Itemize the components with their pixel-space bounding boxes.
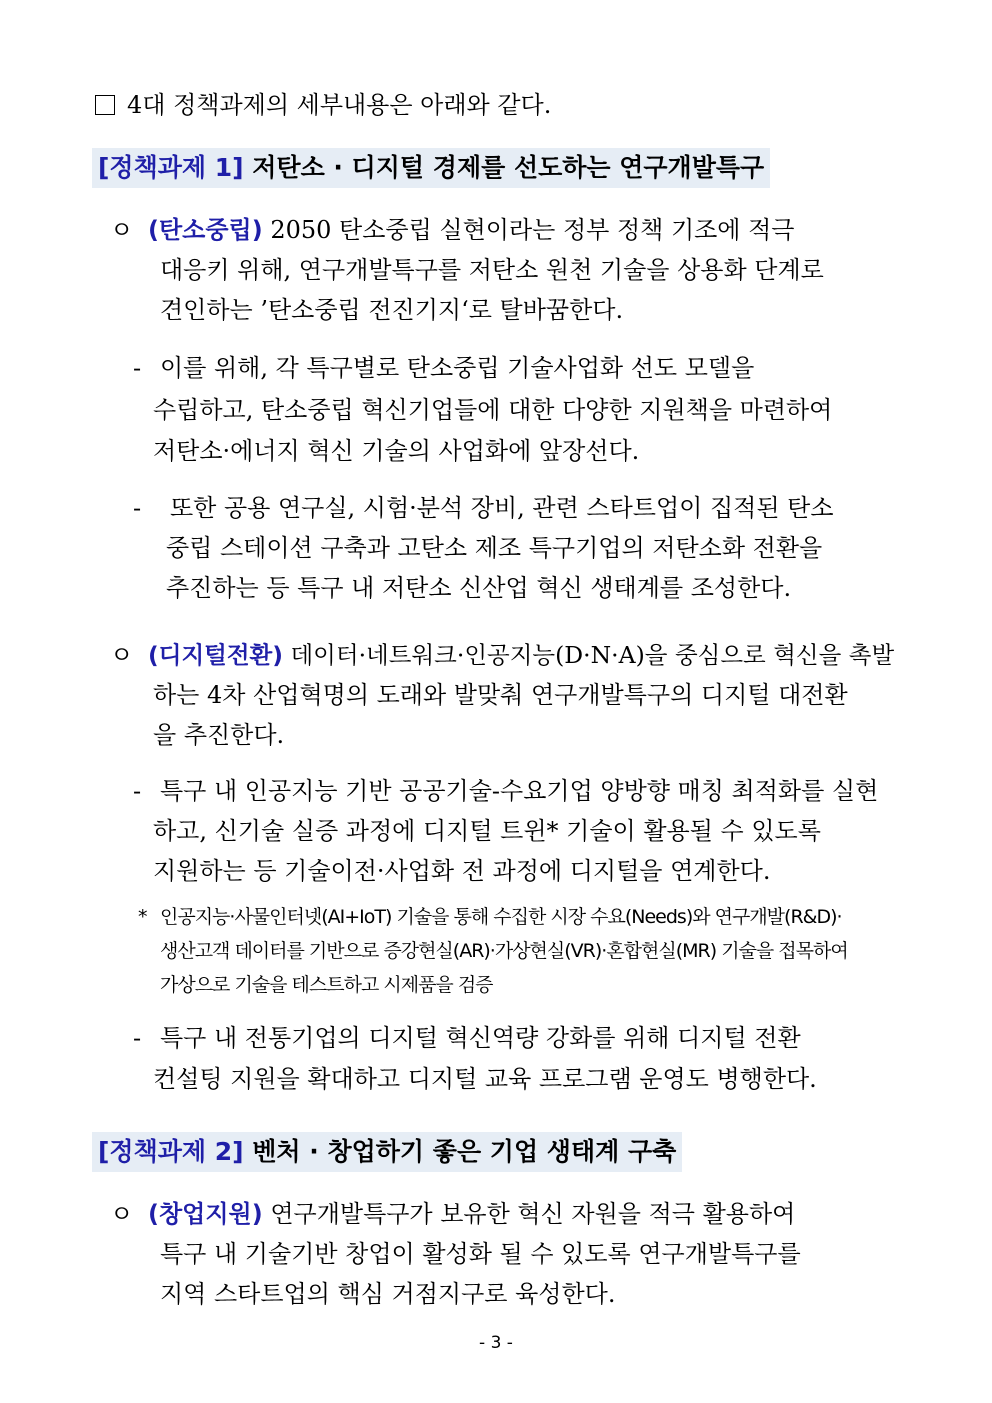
- item3-text-1: 연구개발특구가 보유한 혁신 자원을 적극 활용하여: [270, 1200, 796, 1228]
- dash-marker-4: -: [133, 1024, 142, 1052]
- heading-1-title: 저탄소 · 디지털 경제를 선도하는 연구개발특구: [252, 153, 765, 182]
- item2-line-2: 하는 4차 산업혁명의 도래와 발맞춰 연구개발특구의 디지털 대전환: [153, 681, 848, 709]
- footnote-line-3: 가상으로 기술을 테스트하고 시제품을 검증: [160, 974, 493, 996]
- dash3-line-2: 하고, 신기술 실증 과정에 디지털 트윈* 기술이 활용될 수 있도록: [153, 817, 821, 845]
- dash1-line-1: 이를 위해, 각 특구별로 탄소중립 기술사업화 선도 모델을: [160, 354, 755, 382]
- item2-text-1: 데이터·네트워크·인공지능(D·N·A)을 중심으로 혁신을 촉발: [290, 641, 895, 669]
- bullet-circle-1: ㅇ: [110, 216, 134, 244]
- footnote-marker: *: [138, 906, 147, 928]
- item3-tag: (창업지원): [148, 1200, 263, 1228]
- item2-line-1: [148, 640, 894, 670]
- item1-tag: (탄소중립): [148, 216, 263, 244]
- item3-line-3: 지역 스타트업의 핵심 거점지구로 육성한다.: [160, 1280, 616, 1308]
- item1-line-3: 견인하는 ’탄소중립 전진기지‘로 탈바꿈한다.: [160, 296, 624, 324]
- dash2-line-3: 추진하는 등 특구 내 저탄소 신산업 혁신 생태계를 조성한다.: [166, 574, 792, 602]
- item1-text-1: 2050 탄소중립 실현이라는 정부 정책 기조에 적극: [270, 216, 795, 244]
- dash-marker-3: -: [133, 777, 142, 805]
- dash-marker-2: -: [133, 494, 142, 522]
- item3-line-1: [148, 1199, 795, 1229]
- dash1-line-2: 수립하고, 탄소중립 혁신기업들에 대한 다양한 지원책을 마련하여: [153, 396, 833, 424]
- item3-line-2: 특구 내 기술기반 창업이 활성화 될 수 있도록 연구개발특구를: [160, 1240, 801, 1268]
- dash2-line-2: 중립 스테이션 구축과 고탄소 제조 특구기업의 저탄소화 전환을: [166, 534, 823, 562]
- checkbox-square-icon: [95, 95, 115, 115]
- policy-heading-2: [92, 1132, 682, 1172]
- dash2-line-1: 또한 공용 연구실, 시험·분석 장비, 관련 스타트업이 집적된 탄소: [170, 494, 834, 522]
- bullet-circle-3: ㅇ: [110, 1200, 134, 1228]
- bullet-circle-2: ㅇ: [110, 641, 134, 669]
- heading-2-title: 벤처 · 창업하기 좋은 기업 생태계 구축: [252, 1137, 677, 1166]
- item1-line-1: [148, 215, 898, 245]
- dash3-line-3: 지원하는 등 기술이전·사업화 전 과정에 디지털을 연계한다.: [153, 857, 771, 885]
- dash3-line-1: 특구 내 인공지능 기반 공공기술-수요기업 양방향 매칭 최적화를 실현: [160, 777, 879, 805]
- policy-heading-1: [92, 148, 770, 188]
- item2-tag: (디지털전환): [148, 641, 283, 669]
- item2-line-3: 을 추진한다.: [153, 721, 285, 749]
- intro-text: 4대 정책과제의 세부내용은 아래와 같다.: [127, 91, 552, 119]
- heading-2-prefix: [정책과제 2]: [98, 1137, 244, 1166]
- heading-1-prefix: [정책과제 1]: [98, 153, 244, 182]
- item1-line-2: 대응키 위해, 연구개발특구를 저탄소 원천 기술을 상용화 단계로: [160, 256, 824, 284]
- dash4-line-1: 특구 내 전통기업의 디지털 혁신역량 강화를 위해 디지털 전환: [160, 1024, 801, 1052]
- footnote-line-1: 인공지능·사물인터넷(AI+IoT) 기술을 통해 수집한 시장 수요(Needs)와 연구개발(R&D)·: [160, 906, 842, 928]
- page-number: - 3 -: [479, 1333, 513, 1353]
- intro-line: [95, 90, 551, 120]
- dash-marker-1: -: [133, 354, 142, 382]
- footnote-line-2: 생산고객 데이터를 기반으로 증강현실(AR)·가상현실(VR)·혼합현실(MR) 기술을 접목하여: [160, 940, 848, 962]
- dash4-line-2: 컨설팅 지원을 확대하고 디지털 교육 프로그램 운영도 병행한다.: [153, 1065, 817, 1093]
- dash1-line-3: 저탄소·에너지 혁신 기술의 사업화에 앞장선다.: [153, 437, 640, 465]
